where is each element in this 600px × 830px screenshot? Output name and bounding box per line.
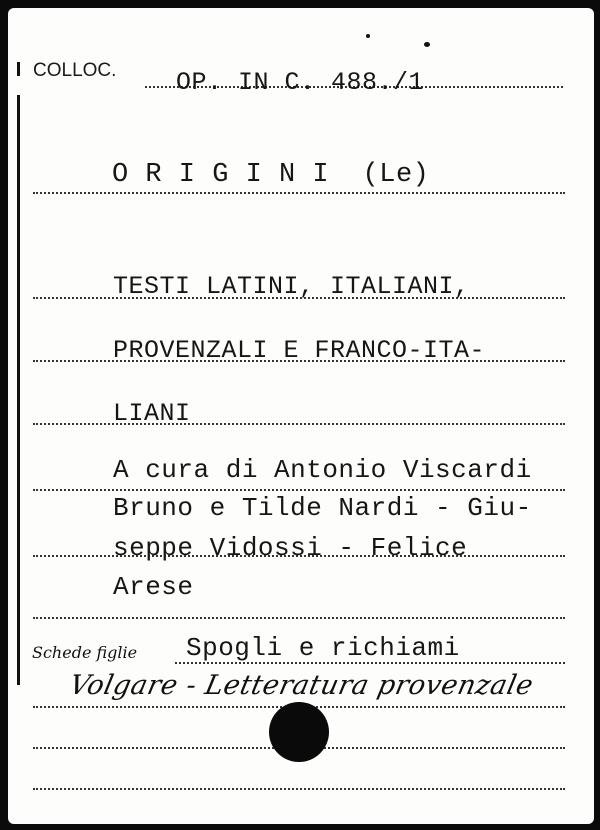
editors-line: Bruno e Tilde Nardi - Giu- xyxy=(113,493,532,523)
schede-value: Spogli e richiami xyxy=(186,633,460,663)
colloc-value: OP. IN C. 488./1 xyxy=(176,68,425,97)
margin-line-top-mark xyxy=(17,62,20,76)
ruled-line xyxy=(33,192,565,194)
subtitle-line: PROVENZALI E FRANCO-ITA- xyxy=(113,336,486,365)
colloc-label: COLLOC. xyxy=(33,60,117,81)
editors-line: A cura di Antonio Viscardi xyxy=(113,455,532,485)
subtitle-line: LIANI xyxy=(113,399,191,428)
editors-line: seppe Vidossi - Felice xyxy=(113,533,468,563)
ruled-line xyxy=(33,788,565,790)
subtitle-line: TESTI LATINI, ITALIANI, xyxy=(113,272,470,301)
ink-speck xyxy=(366,34,370,38)
punch-hole xyxy=(269,702,329,762)
ruled-line xyxy=(33,489,565,491)
ink-speck xyxy=(424,42,430,47)
title: O R I G I N I (Le) xyxy=(112,160,430,190)
schede-label: Schede figlie xyxy=(32,643,138,662)
ruled-line xyxy=(33,617,565,619)
handwritten-note: Volgare - Letteratura provenzale xyxy=(66,670,537,701)
editors-line: Arese xyxy=(113,572,194,602)
margin-line xyxy=(17,95,20,685)
